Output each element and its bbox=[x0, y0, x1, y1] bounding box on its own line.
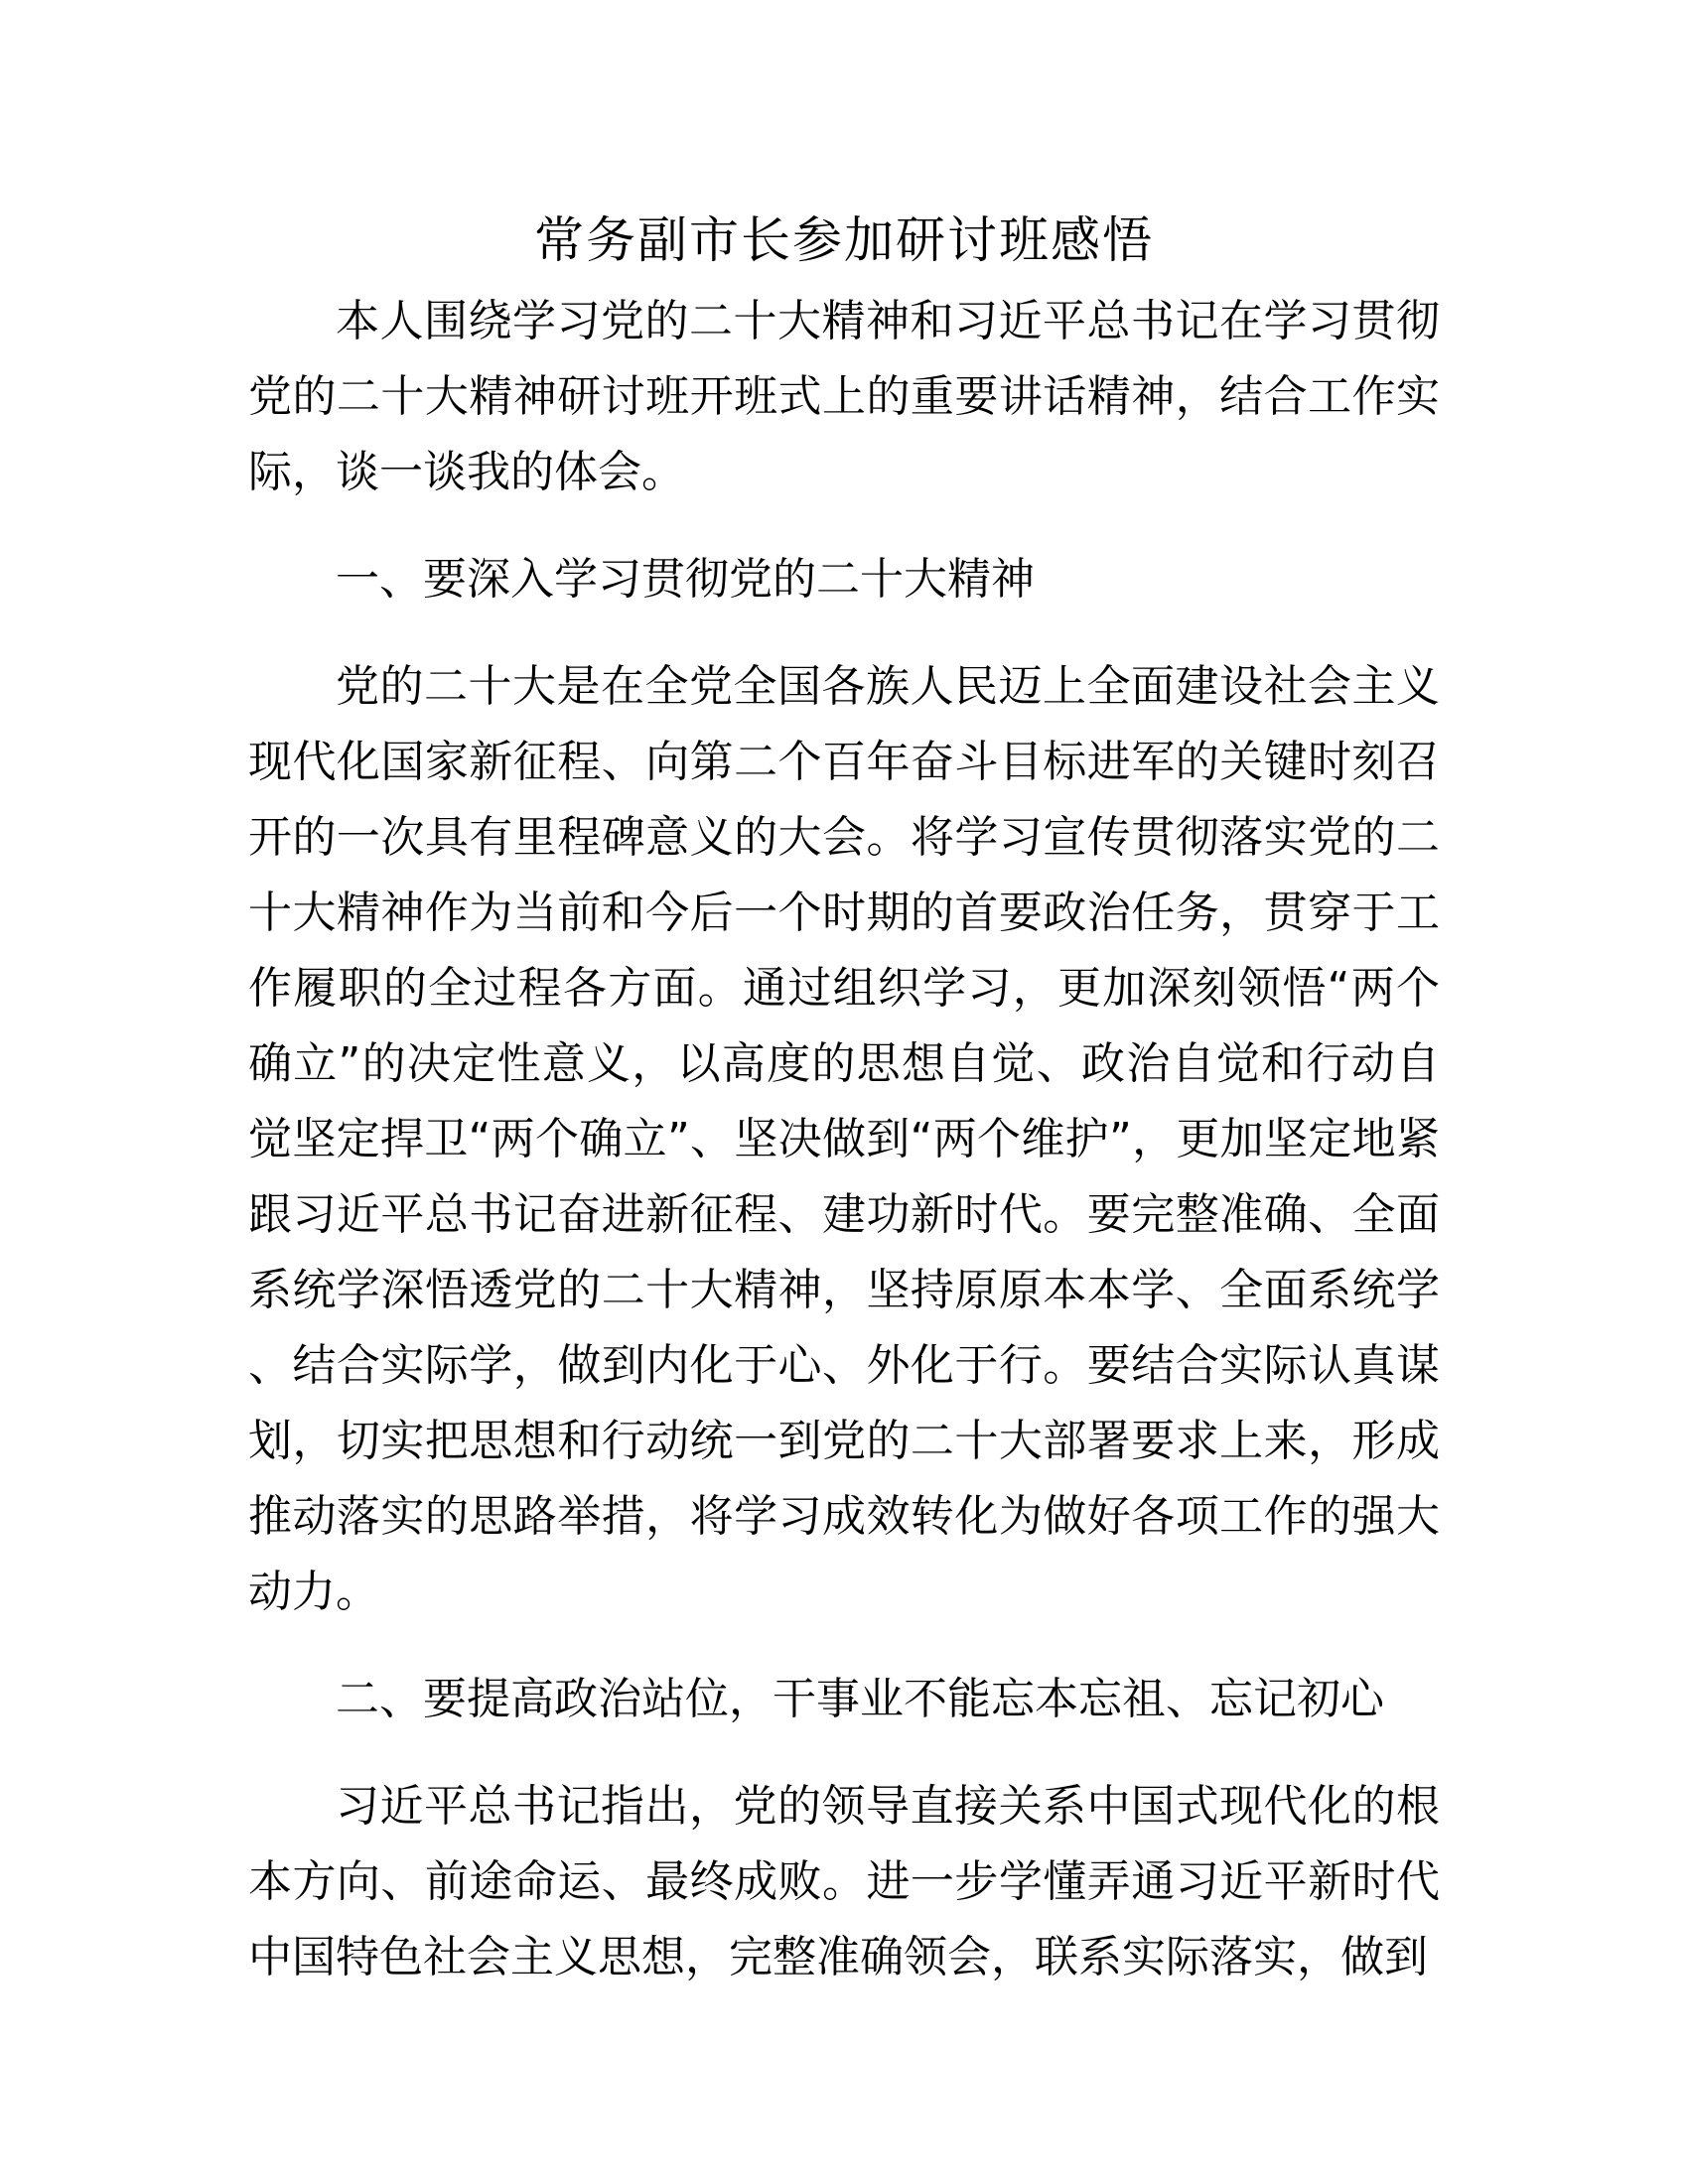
section-2-body: 习近平总书记指出，党的领导直接关系中国式现代化的根本方向、前途命运、最终成败。进一步学懂弄通习近平新时代中国特色社会主义思想，完整准确领会，联系实际落实，做到 bbox=[248, 1781, 1440, 1982]
intro-paragraph: 本人围绕学习党的二十大精神和习近平总书记在学习贯彻党的二十大精神研讨班开班式上的重要讲话精神，结合工作实际，谈一谈我的体会。 bbox=[248, 296, 1440, 497]
section-2-heading: 二、要提高政治站位，干事业不能忘本忘祖、忘记初心 bbox=[336, 1674, 1384, 1724]
section-1-heading: 一、要深入学习贯彻党的二十大精神 bbox=[336, 554, 1035, 605]
document-title: 常务副市长参加研讨班感悟 bbox=[534, 211, 1154, 269]
document-content bbox=[248, 199, 1440, 2027]
section-1-body: 党的二十大是在全党全国各族人民迈上全面建设社会主义现代化国家新征程、向第二个百年奋斗目标进军的关键时刻召开的一次具有里程碑意义的大会。将学习宣传贯彻落实党的二十大精神作为当前和今后一个时期的首要政治任务，贯穿于工作履职的全过程各方面。通过组织学习，更加深刻领悟“两个确立”的决定性意义，以高度的思想自觉、政治自觉和行动自觉坚定捍卫“两个确立”、坚决做到“两个维护”，更加坚定地紧跟习近平总书记奋进新征程、建功新时代。要完整准确、全面系统学深悟透党的二十大精神，坚持原原本本学、全面系统学、结合实际学，做到内化于心、外化于行。要结合实际认真谋划，切实把思想和行动统一到党的二十大部署要求上来，形成推动落实的思路举措，将学习成效转化为做好各项工作的强大动力。 bbox=[248, 661, 1440, 1617]
